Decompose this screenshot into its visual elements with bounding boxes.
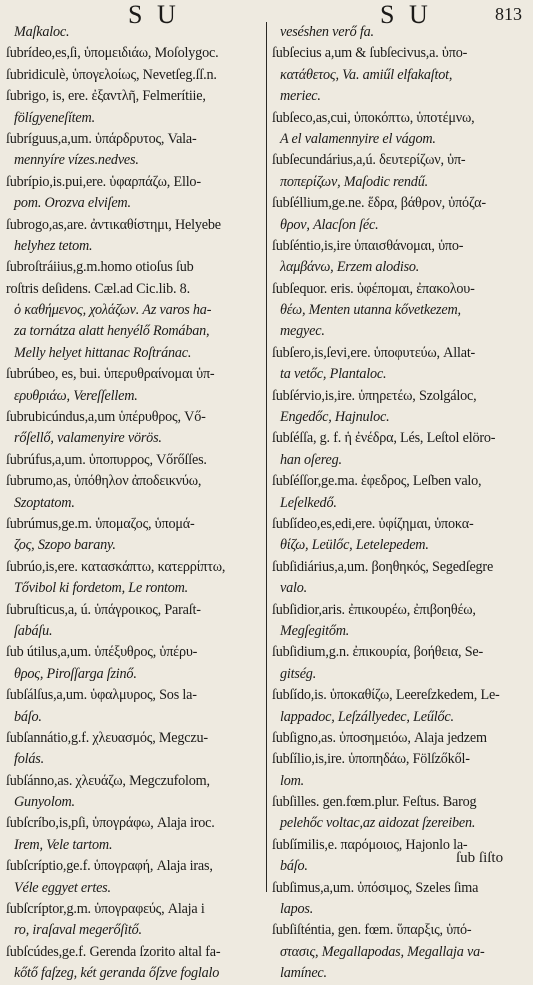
entry-line: ſubrigo, is, ere. ἐξαντλῆ, Felmerítiie, <box>6 88 206 105</box>
column-divider <box>266 22 267 892</box>
entry-continuation: meriec. <box>280 88 321 105</box>
entry-continuation: ſabáſu. <box>14 622 53 639</box>
entry-continuation: valo. <box>280 580 307 597</box>
entry-line: ſubſequor. eris. ὑφέπομαι, ἐπακολου- <box>272 280 475 297</box>
entry-line: ſubſeco,as,cui, ὑποκόπτω, ὑποτέμνω, <box>272 109 475 126</box>
entry-line: ſubſecius a,um & ſubſecivus,a. ὑπο- <box>272 45 468 62</box>
entry-continuation: báſo. <box>14 708 42 725</box>
running-head-left: S U <box>128 0 180 29</box>
entry-continuation: λαμβάνω, Erzem alodiso. <box>280 259 420 276</box>
entry-continuation: gitség. <box>280 665 317 682</box>
entry-line: ſubſérvio,is,ire. ὑπηρετέω, Szolgáloc, <box>272 387 477 404</box>
entry-continuation: Tővibol ki fordetom, Le rontom. <box>14 580 189 597</box>
entry-line: ſubrumo,as, ὑπόθηλον ἀποδεικνύω, <box>6 473 202 490</box>
entry-line: ſubſéllium,ge.ne. ἕδρα, βάθρον, ὑπόζα- <box>272 195 486 212</box>
entry-line: ſubrídeo,es,ſi, ὑπομειδιάω, Moſolygoc. <box>6 45 219 62</box>
entry-line: ſubſecundárius,a,ú. δευτερίζων, ὑπ- <box>272 152 466 169</box>
entry-line: ſubrúfus,a,um. ὑποπυρρος, Vőrőſſes. <box>6 451 207 468</box>
entry-continuation: fölígyeneſítem. <box>14 109 95 126</box>
entry-continuation: στασις, Megallapodas, Megallaja va- <box>280 943 485 960</box>
entry-continuation: ποπερίζων, Maſodic rendű. <box>280 173 428 190</box>
entry-continuation: kőtő faſzeg, két geranda őſzve foglalo <box>14 965 220 982</box>
entry-line: ſubſiſténtia, gen. fœm. ὕπαρξις, ὑπό- <box>272 922 472 939</box>
entry-continuation: rőſellő, valamenyire vörös. <box>14 430 162 447</box>
entry-line: ſubſéſſa, g. f. ἡ ἐνέδρα, Lés, Leſtol elöro- <box>272 430 496 447</box>
entry-line: ſubſidior,aris. ἐπικουρέω, ἐπιβοηθέω, <box>272 601 476 618</box>
entry-line: ſubſálſus,a,um. ὑφαλμυρος, Sos la- <box>6 687 197 704</box>
entry-continuation: megyec. <box>280 323 325 340</box>
entry-continuation: helyhez tetom. <box>14 237 93 254</box>
entry-continuation: A el valamennyire el vágom. <box>280 130 436 147</box>
entry-continuation: Leſelkedő. <box>280 494 337 511</box>
entry-line: ſubſéſſor,ge.ma. ἐφεδρος, Leſben valo, <box>272 473 482 490</box>
entry-line: ſub útilus,a,um. ὑπέξυθρος, ὑπέρυ- <box>6 644 198 661</box>
entry-line: ſubſimus,a,um. ὑπόσιμος, Szeles ſima <box>272 879 479 896</box>
entry-line: ſubrúo,is,ere. κατασκάπτω, κατερρίπτω, <box>6 558 226 575</box>
entry-line: ſubſídeo,es,edi,ere. ὑφίζημαι, ὑποκα- <box>272 515 474 532</box>
entry-line: ſubrubicúndus,a,um ὑπέρυθρος, Vő- <box>6 409 206 426</box>
entry-line: ſubſidium,g.n. ἐπικουρία, βοήθεια, Se- <box>272 644 484 661</box>
entry-line: ſubſcríptio,ge.f. ὑπογραφή, Alaja iras, <box>6 858 213 875</box>
entry-continuation: θέω, Menten utanna kővetkezem, <box>280 302 461 319</box>
entry-continuation: θρον, Alacſon ſéc. <box>280 216 379 233</box>
entry-continuation: báſo. <box>280 858 308 875</box>
left-column <box>6 22 264 985</box>
entry-continuation: θίζω, Leülőc, Letelepedem. <box>280 537 429 554</box>
entry-continuation: han oſereg. <box>280 451 342 468</box>
entry-line: ſubruſticus,a, ú. ὑπάγροικος, Paraſt- <box>6 601 201 618</box>
entry-line: ſubſílio,is,ire. ὑποπηδάω, Fölſzőkől- <box>272 751 470 768</box>
entry-line: ſubrúbeo, es, bui. ὑπερυθραίνομαι ὑπ- <box>6 366 215 383</box>
running-head-right: S U <box>380 0 432 29</box>
entry-continuation: Véle eggyet ertes. <box>14 879 111 896</box>
entry-line: ſubſidiárius,a,um. βοηθηκός, Segedſegre <box>272 558 494 575</box>
entry-line: ſubſímilis,e. παρόμοιος, Hajonlo la- <box>272 836 468 853</box>
entry-continuation: Irem, Vele tartom. <box>14 836 113 853</box>
entry-line: ſubſcríptor,g.m. ὑπογραφεύς, Alaja i <box>6 901 205 918</box>
entry-line: roſtris deſidens. Cæl.ad Cic.lib. 8. <box>6 280 190 297</box>
page-number: 813 <box>495 4 522 24</box>
entry-continuation: ερυθριάω, Vereſſellem. <box>14 387 138 404</box>
entry-continuation: za tornátza alatt henyélő Romában, <box>14 323 210 340</box>
entry-line: ſubroſtráiius,g.m.homo otioſus ſub <box>6 259 194 276</box>
entry-continuation: Maſkaloc. <box>14 24 70 40</box>
entry-line: ſubſído,is. ὑποκαθίζω, Leereſzkedem, Le- <box>272 687 500 704</box>
entry-line: ſubrúmus,ge.m. ὑπομαζος, ὑπομά- <box>6 515 195 532</box>
entry-line: ſubſcríbo,is,pſi, ὑπογράφω, Alaja iroc. <box>6 815 215 832</box>
entry-continuation: Megſegitőm. <box>280 622 350 639</box>
entry-continuation: lom. <box>280 772 305 789</box>
entry-continuation: mennyíre vízes.nedves. <box>14 152 139 169</box>
entry-continuation: ζος, Szopo barany. <box>14 537 116 554</box>
right-column <box>272 22 528 985</box>
entry-continuation: θρος, Piroſſarga ſzinő. <box>14 665 137 682</box>
entry-continuation: lapos. <box>280 901 314 918</box>
entry-line: ſubſannátio,g.f. χλευασμός, Megczu- <box>6 729 208 746</box>
entry-line: ſubſero,is,ſevi,ere. ὑποφυτεύω, Allat- <box>272 344 476 361</box>
entry-continuation: Engedőc, Hajnuloc. <box>280 409 390 426</box>
entry-line: ſubſéntio,is,ire ὑπαισθάνομαι, ὑπο- <box>272 237 464 254</box>
entry-line: ſubrogo,as,are. ἀντικαθίστημι, Helyebe <box>6 216 221 233</box>
entry-continuation: pelehőc voltac,az aidozat ſzereiben. <box>280 815 476 832</box>
entry-line: ſubſcúdes,ge.f. Gerenda ſzorito altal fa- <box>6 943 221 960</box>
entry-continuation: ta vetőc, Plantaloc. <box>280 366 387 383</box>
entry-line: ſubríguus,a,um. ὑπάρδρυτος, Vala- <box>6 130 197 147</box>
catchword: ſub ſiſto <box>456 850 504 866</box>
entry-continuation: ὁ καθήμενος, χολάζων. Az varos ha- <box>14 302 212 319</box>
entry-continuation: Szoptatom. <box>14 494 75 511</box>
entry-continuation: Gunyolom. <box>14 794 75 811</box>
entry-line: ſubſigno,as. ὑποσημειόω, Alaja jedzem <box>272 729 487 746</box>
entry-continuation: Melly helyet hittanac Roſtránac. <box>14 344 192 361</box>
entry-line: ſubrípio,is.pui,ere. ὑφαρπάζω, Ello- <box>6 173 201 190</box>
entry-line: ſubridiculè, ὑπογελοίως, Nevetſeg.ſſ.n. <box>6 66 217 83</box>
entry-continuation: pom. Orozva elviſem. <box>14 195 131 212</box>
entry-continuation: lamínec. <box>280 965 327 982</box>
entry-continuation: ro, iraſaval megerőſitő. <box>14 922 142 939</box>
entry-continuation: veséshen verő fa. <box>280 24 374 40</box>
entry-continuation: κατάθετος, Va. amiűl elfakaſtot, <box>280 66 453 83</box>
entry-continuation: lappadoc, Leſzállyedec, Leűlőc. <box>280 708 454 725</box>
entry-line: ſubſilles. gen.fœm.plur. Feſtus. Barog <box>272 794 477 811</box>
entry-line: ſubſánno,as. χλευάζω, Megczufolom, <box>6 772 210 789</box>
entry-continuation: folás. <box>14 751 44 768</box>
